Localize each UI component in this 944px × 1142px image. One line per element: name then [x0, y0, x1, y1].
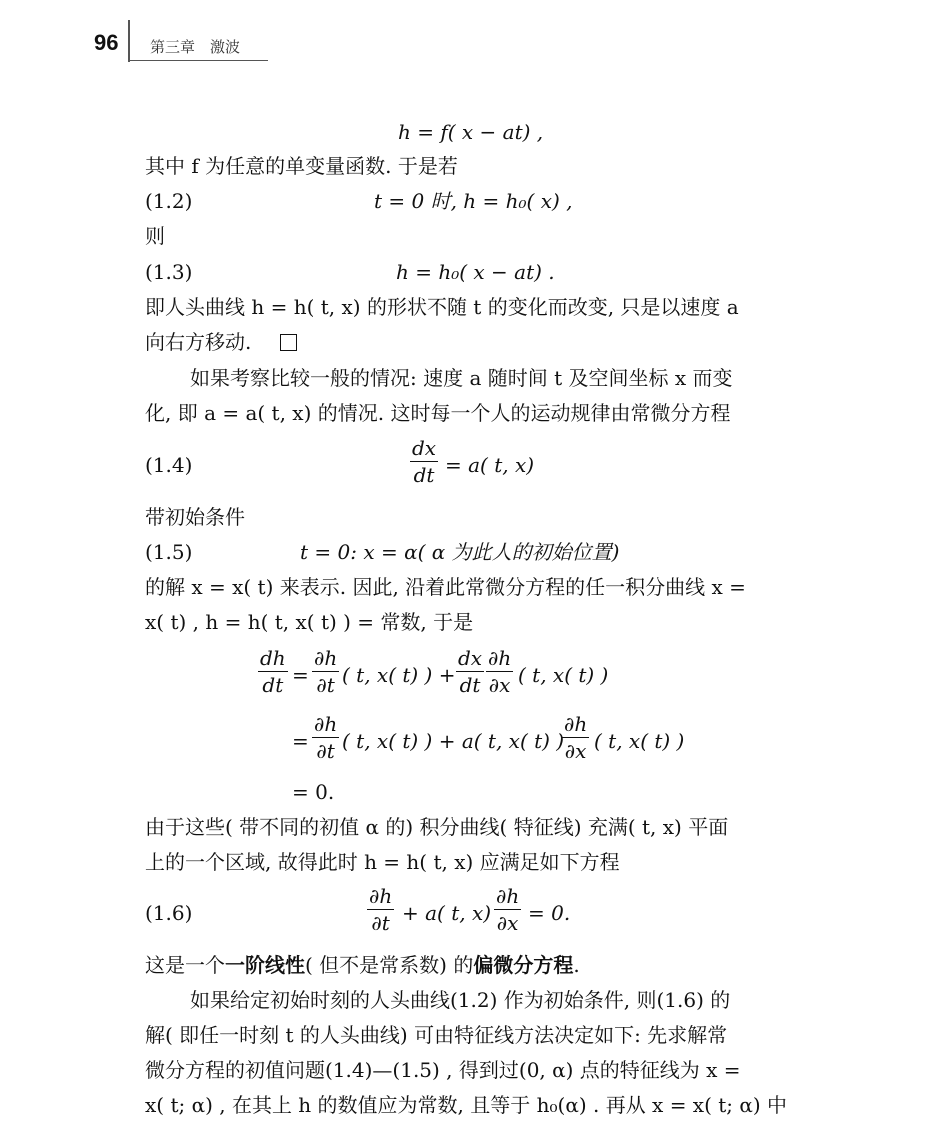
fraction-numerator: dx [458, 646, 483, 670]
text-line: 上的一个区域, 故得此时 h = h( t, x) 应满足如下方程 [145, 850, 620, 874]
text-line: 如果考察比较一般的情况: 速度 a 随时间 t 及空间坐标 x 而变 [190, 366, 733, 390]
text-line: 解( 即任一时刻 t 的人头曲线) 可由特征线方法决定如下: 先求解常 [145, 1023, 728, 1047]
equation-segment: = 0. [528, 901, 571, 925]
fraction-dh-dt [258, 648, 288, 695]
fraction-partial-h-x [494, 886, 521, 933]
equation-result: = 0. [292, 780, 335, 804]
text-line: x( t; α) , 在其上 h 的数值应为常数, 且等于 h₀(α) . 再从 x = x( t; α) 中 [145, 1093, 788, 1117]
fraction-dx-dt [410, 438, 438, 485]
equation-1-4-rhs: = a( t, x) [445, 453, 535, 477]
fraction-numerator: ∂h [496, 884, 520, 908]
qed-box-icon [280, 334, 297, 351]
fraction-denominator: dt [410, 461, 438, 485]
text-span: ( 但不是常系数) 的 [305, 953, 474, 977]
chapter-title: 第三章 激波 [150, 38, 241, 56]
fraction-numerator: ∂h [314, 712, 338, 736]
fraction-denominator: ∂x [562, 737, 589, 761]
text-line: 由于这些( 带不同的初值 α 的) 积分曲线( 特征线) 充满( t, x) 平面 [145, 815, 729, 839]
page-number: 96 [94, 30, 119, 55]
equation-1-3: h = h₀( x − at) . [396, 260, 555, 284]
header-divider-horizontal [128, 60, 268, 61]
text-span: . [573, 953, 580, 977]
fraction-denominator: ∂x [486, 671, 513, 695]
equation-segment: ( t, x( t) ) [518, 663, 609, 687]
equation-1-5: t = 0: x = α( α 为此人的初始位置) [300, 540, 620, 564]
fraction-partial-h-x [486, 648, 513, 695]
text-span: 这是一个 [145, 953, 225, 977]
fraction-denominator: ∂t [312, 671, 339, 695]
fraction-partial-h-x [562, 714, 589, 761]
text-line [145, 955, 580, 975]
equals-sign: = [292, 729, 309, 753]
equation-tag: (1.6) [145, 901, 193, 925]
equation-traveling-wave: h = f( x − at) , [398, 120, 544, 144]
text-span: 向右方移动. [145, 330, 252, 354]
fraction-denominator: ∂t [312, 737, 339, 761]
equation-tag: (1.3) [145, 260, 193, 284]
text-line: 其中 f 为任意的单变量函数. 于是若 [145, 154, 458, 178]
fraction-partial-h-t [312, 714, 339, 761]
term-first-order-linear: 一阶线性 [225, 953, 305, 977]
text-line: 的解 x = x( t) 来表示. 因此, 沿着此常微分方程的任一积分曲线 x = [145, 575, 746, 599]
fraction-numerator: dh [260, 646, 286, 670]
fraction-numerator: ∂h [314, 646, 338, 670]
text-line: x( t) , h = h( t, x( t) ) = 常数, 于是 [145, 610, 474, 634]
equation-segment: ( t, x( t) ) + a( t, x( t) ) [342, 729, 565, 753]
fraction-partial-h-t [312, 648, 339, 695]
fraction-denominator: dt [456, 671, 484, 695]
fraction-numerator: ∂h [564, 712, 588, 736]
fraction-denominator: ∂t [367, 909, 394, 933]
header-divider-vertical [128, 20, 130, 62]
fraction-numerator: dx [412, 436, 437, 460]
equals-sign: = [292, 663, 309, 687]
fraction-denominator: dt [258, 671, 288, 695]
equation-tag: (1.5) [145, 540, 193, 564]
fraction-numerator: ∂h [369, 884, 393, 908]
equation-segment: ( t, x( t) ) [594, 729, 685, 753]
text-line: 化, 即 a = a( t, x) 的情况. 这时每一个人的运动规律由常微分方程 [145, 401, 731, 425]
equation-1-2: t = 0 时, h = h₀( x) , [374, 189, 573, 213]
term-pde: 偏微分方程 [473, 953, 574, 977]
equation-segment: + a( t, x) [402, 901, 492, 925]
fraction-dx-dt [456, 648, 484, 695]
text-line: 带初始条件 [145, 505, 245, 529]
fraction-partial-h-t [367, 886, 394, 933]
text-line: 则 [145, 224, 165, 248]
equation-tag: (1.4) [145, 453, 193, 477]
equation-tag: (1.2) [145, 189, 193, 213]
fraction-denominator: ∂x [494, 909, 521, 933]
fraction-numerator: ∂h [488, 646, 512, 670]
equation-segment: ( t, x( t) ) + [342, 663, 456, 687]
text-line: 即人头曲线 h = h( t, x) 的形状不随 t 的变化而改变, 只是以速度 a [145, 295, 739, 319]
text-line: 微分方程的初值问题(1.4)—(1.5) , 得到过(0, α) 点的特征线为 x = [145, 1058, 741, 1082]
text-line: 如果给定初始时刻的人头曲线(1.2) 作为初始条件, 则(1.6) 的 [190, 988, 731, 1012]
text-line [145, 332, 297, 352]
